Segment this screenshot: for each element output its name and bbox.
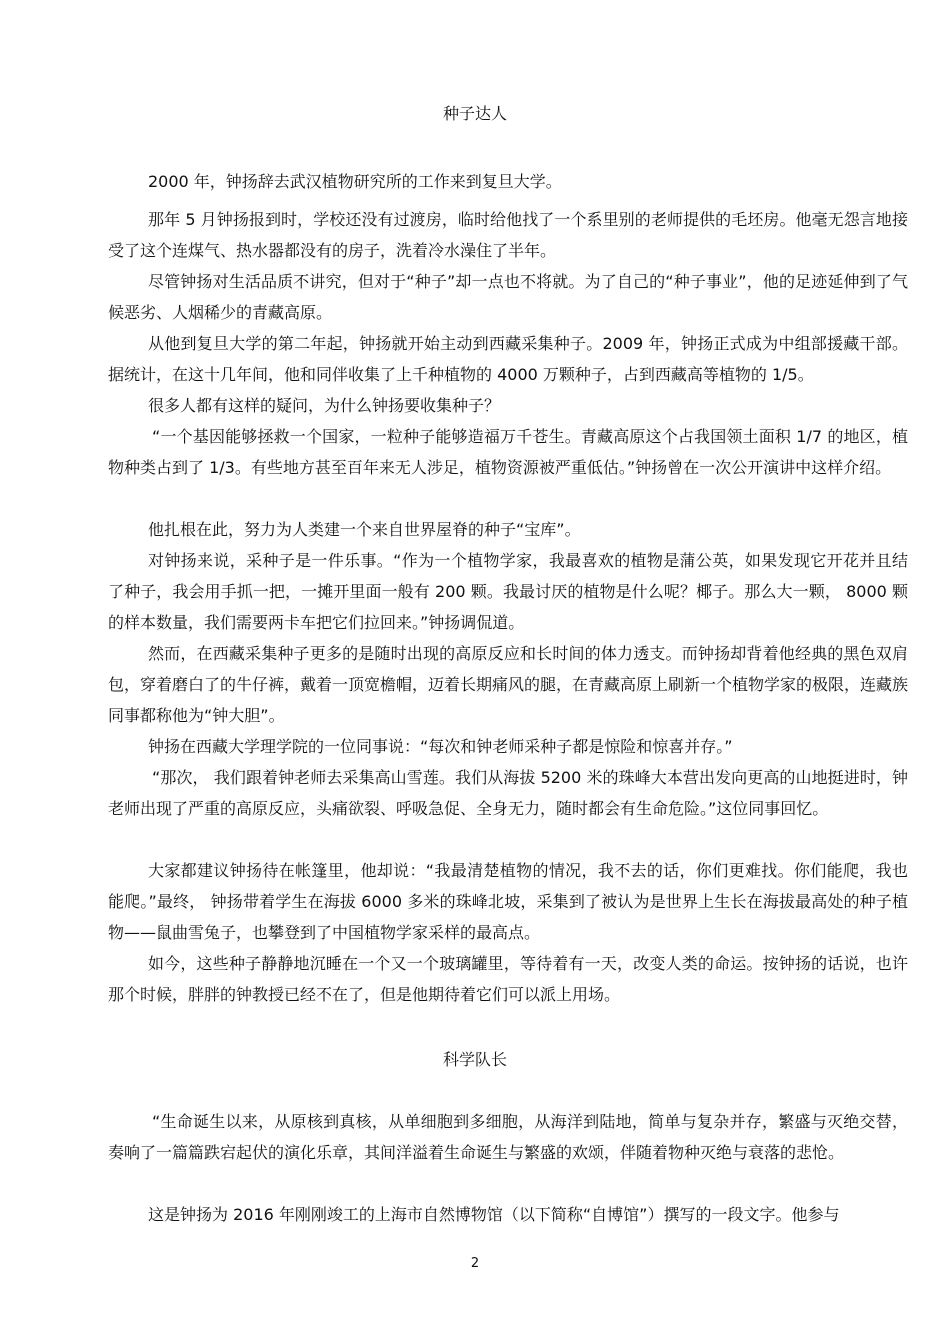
paragraph: 从他到复旦大学的第二年起，钟扬就开始主动到西藏采集种子。2009 年，钟扬正式成为中组部援藏干部。据统计，在这十几年间，他和同伴收集了上千种植物的 4000 万颗种子，占到西藏高等植物的 1/5。 — [108, 334, 908, 384]
paragraph: 这是钟扬为 2016 年刚刚竣工的上海市自然博物馆（以下简称“自博馆”）撰写的一段文字。他参与 — [148, 1205, 840, 1224]
paragraph: 钟扬在西藏大学理学院的一位同事说：“每次和钟老师采种子都是惊险和惊喜并存。” — [148, 737, 733, 756]
section-title: 种子达人 — [442, 104, 507, 123]
paragraph: 那年 5 月钟扬报到时，学校还没有过渡房，临时给他找了一个系里别的老师提供的毛坯房。他毫无怨言地接受了这个连煤气、热水器都没有的房子，洗着冷水澡住了半年。 — [108, 210, 908, 260]
paragraph: 如今，这些种子静静地沉睡在一个又一个玻璃罐里，等待着有一天，改变人类的命运。按钟扬的话说，也许那个时候，胖胖的钟教授已经不在了，但是他期待着它们可以派上用场。 — [108, 954, 908, 1004]
paragraph: 2000 年，钟扬辞去武汉植物研究所的工作来到复旦大学。 — [148, 172, 562, 191]
paragraph: 尽管钟扬对生活品质不讲究，但对于“种子”却一点也不将就。为了自己的“种子事业”，他的足迹延伸到了气候恶劣、人烟稀少的青藏高原。 — [108, 272, 908, 322]
paragraph: 对钟扬来说，采种子是一件乐事。“作为一个植物学家，我最喜欢的植物是蒲公英，如果发现它开花并且结了种子，我会用手抓一把，一摊开里面一般有 200 颗。我最讨厌的植物是什么呢？椰子。那么大一颗， 8000 颗的样本数量，我们需要两卡车把它们拉回来。”钟扬调侃道。 — [108, 551, 908, 632]
paragraph: 然而，在西藏采集种子更多的是随时出现的高原反应和长时间的体力透支。而钟扬却背着他经典的黑色双肩包，穿着磨白了的牛仔裤，戴着一顶宽檐帽，迈着长期痛风的腿，在青藏高原上刷新一个植物学家的极限，连藏族同事都称他为“钟大胆”。 — [108, 644, 909, 725]
paragraph: 很多人都有这样的疑问，为什么钟扬要收集种子？ — [148, 396, 501, 415]
paragraph: “那次， 我们跟着钟老师去采集高山雪莲。我们从海拔 5200 米的珠峰大本营出发向更高的山地挺进时，钟老师出现了严重的高原反应，头痛欲裂、呼吸急促、全身无力，随时都会有生命危险。”这位同事回忆。 — [108, 768, 908, 818]
paragraph: “一个基因能够拯救一个国家，一粒种子能够造福万千苍生。青藏高原这个占我国领土面积 1/7 的地区，植物种类占到了 1/3。有些地方甚至百年来无人涉足，植物资源被严重低估。”钟扬曾在一次公开演讲中这样介绍。 — [108, 427, 908, 477]
paragraph: 大家都建议钟扬待在帐篷里，他却说：“我最清楚植物的情况，我不去的话，你们更难找。你们能爬，我也能爬。”最终， 钟扬带着学生在海拔 6000 多米的珠峰北坡，采集到了被认为是世界上生长在海拔最高处的种子植物——鼠曲雪兔子，也攀登到了中国植物学家采样的最高点。 — [108, 861, 908, 942]
paragraph: 他扎根在此，努力为人类建一个来自世界屋脊的种子“宝库”。 — [148, 520, 581, 539]
section-title: 科学队长 — [442, 1050, 507, 1069]
page-number: 2 — [470, 1256, 480, 1271]
paragraph: “生命诞生以来，从原核到真核，从单细胞到多细胞，从海洋到陆地，简单与复杂并存，繁盛与灭绝交替，奏响了一篇篇跌宕起伏的演化乐章，其间洋溢着生命诞生与繁盛的欢颂，伴随着物种灭绝与衰落的悲怆。 — [108, 1112, 908, 1162]
